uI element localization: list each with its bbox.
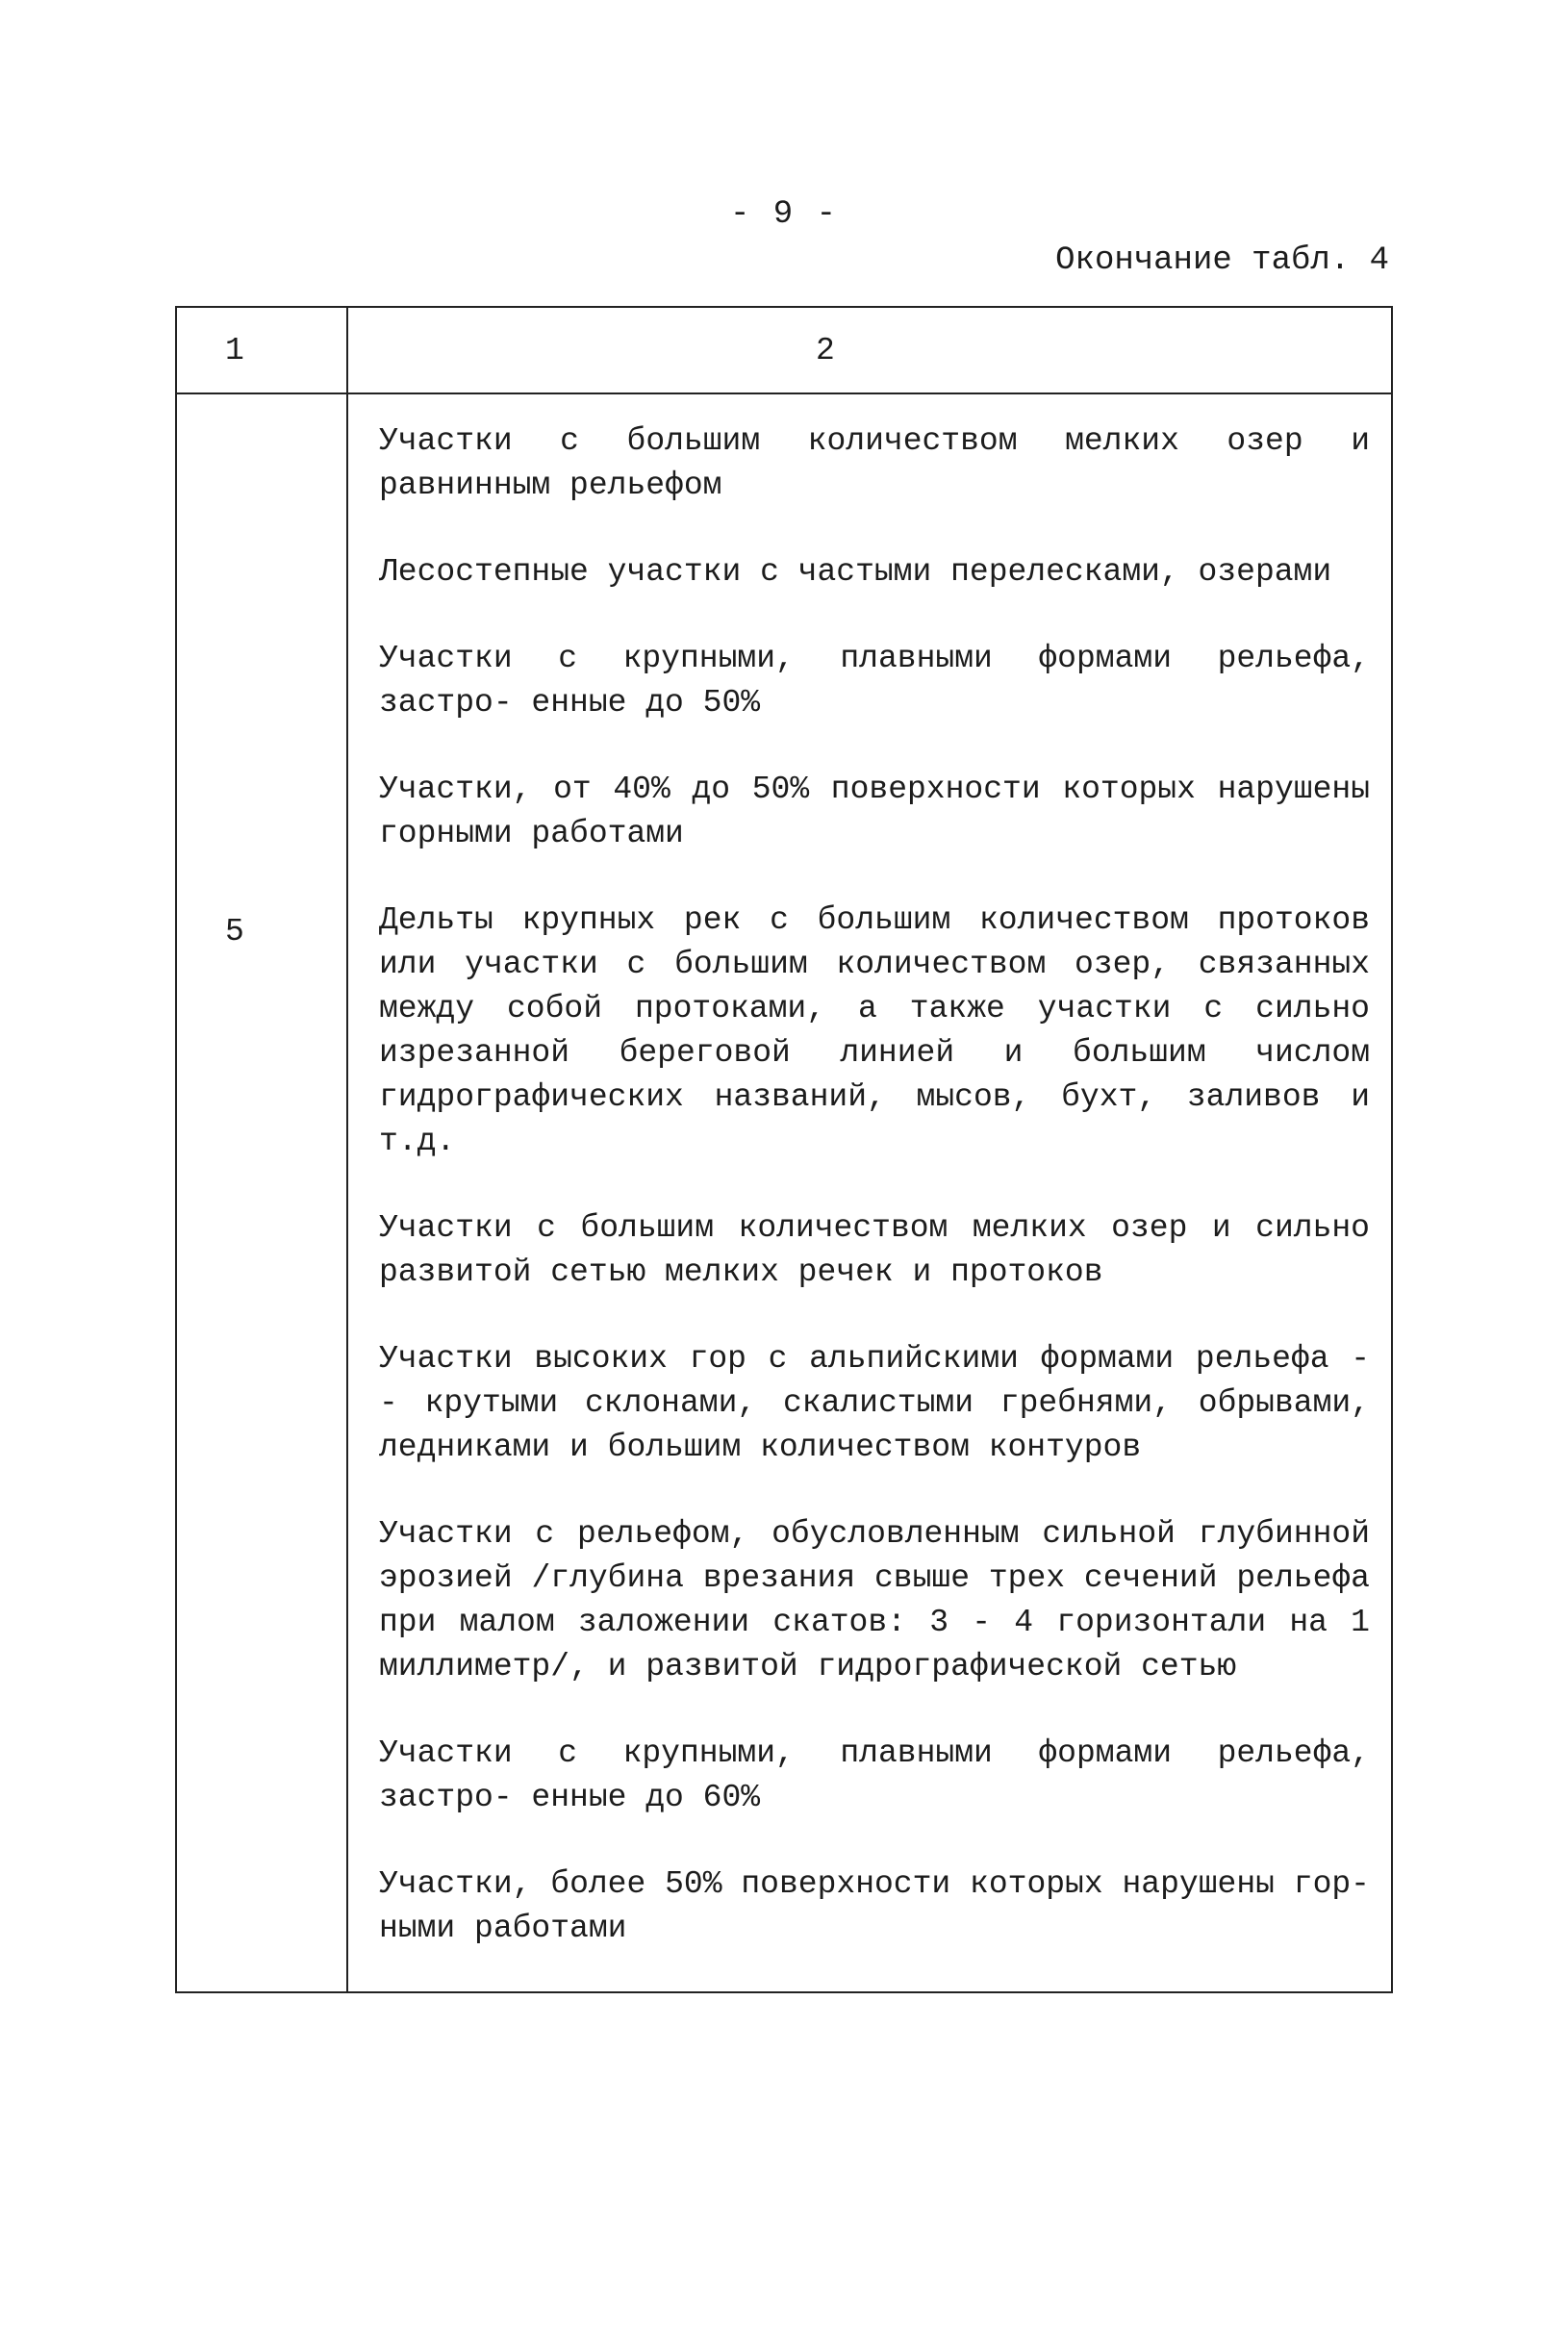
table-header-row: [177, 308, 1391, 394]
table-row-text: Участки с крупными, плавными формами рельефа, застро- енные до 50%: [379, 641, 1370, 721]
table-row-text: Дельты крупных рек с большим количеством протоков или участки с большим количеством озер, связанных между собой протоками, а также участки с сильно изрезанной береговой линией и большим числом гидрографических названий, мысов, бухт, заливов и т.д.: [379, 902, 1370, 1159]
category-number: 5: [225, 914, 244, 950]
header-cell-col2: 2: [816, 333, 835, 368]
table-row-text: Участки с большим количеством мелких озер и равнинным рельефом: [379, 423, 1370, 503]
table-row-text: Участки, более 50% поверхности которых нарушены гор- ными работами: [379, 1866, 1370, 1946]
description-column: [379, 419, 1370, 1993]
table-row-text: Участки, от 40% до 50% поверхности которых нарушены горными работами: [379, 772, 1370, 851]
data-table: [175, 306, 1393, 1993]
header-cell-col1: 1: [225, 333, 244, 368]
table-row-text: Участки с большим количеством мелких озер и сильно развитой сетью мелких речек и протоков: [379, 1210, 1370, 1290]
page-number: - 9 -: [729, 196, 839, 233]
table-caption: Окончание табл. 4: [1055, 242, 1389, 279]
table-row-text: Участки с рельефом, обусловленным сильной глубинной эрозией /глубина врезания свыше трех сечений рельефа при малом заложении скатов: 3 - 4 горизонтали на 1 миллиметр/, и развитой гидрографической сетью: [379, 1516, 1370, 1684]
table-row-text: Лесостепные участки с частыми перелесками, озерами: [379, 554, 1332, 590]
table-row-text: Участки высоких гор с альпийскими формами рельефа - - крутыми склонами, скалистыми гребнями, обрывами, ледниками и большим количеством контуров: [379, 1341, 1370, 1465]
column-divider: [346, 308, 348, 1991]
table-row-text: Участки с крупными, плавными формами рельефа, застро- енные до 60%: [379, 1735, 1370, 1815]
